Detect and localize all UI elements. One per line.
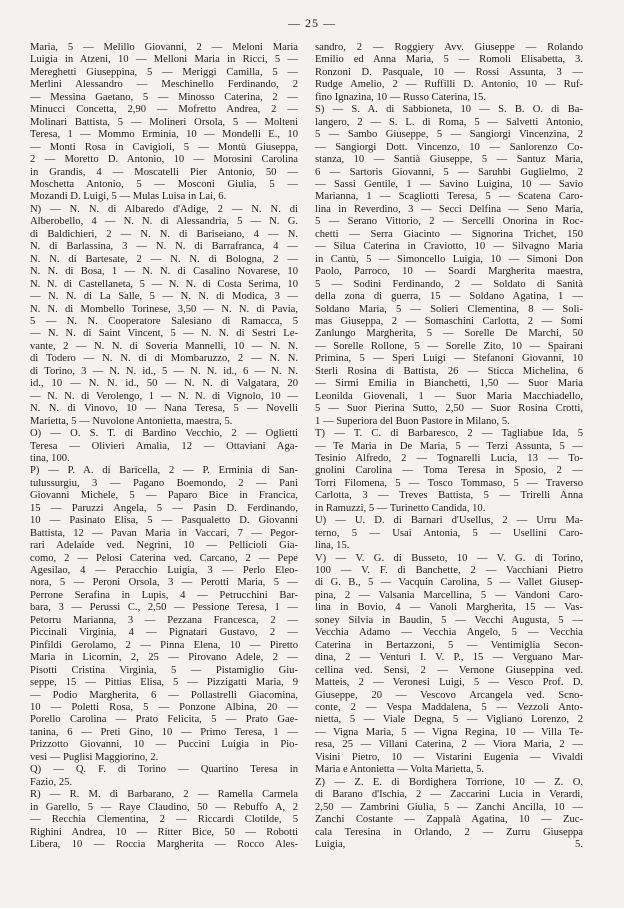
text-line: 5 — Sodini Ferdinando, 2 — Soldato di Sanità xyxy=(315,278,583,290)
text-line: N. N. di Bartesate, 2 — N. N. di Bologna, 2 — xyxy=(30,253,298,265)
text-line: Giuseppe, 20 — Vescovo Arcangela ved. Scno- xyxy=(315,689,583,701)
text-line: como, 2 — Pelosi Caterina ved. Carcano, 2 — Pepe xyxy=(30,552,298,564)
text-line: 10 — Poletti Rosa, 5 — Ponzone Albina, 20 — xyxy=(30,702,298,714)
text-line: terno, 5 — Usai Antonia, 5 — Usellini Caro- xyxy=(315,527,583,539)
text-line: Primina, 5 — Speri Luigi — Stefanoni Giovanni, 10 xyxy=(315,353,583,365)
text-line: — Recchia Clementina, 2 — Riccardi Clotilde, 5 xyxy=(30,814,298,826)
text-line: O) — O. S. T. di Bardino Vecchio, 2 — Oglietti xyxy=(30,428,298,440)
text-line: Piccinali Virginia, 4 — Pignatari Gustavo, 2 — xyxy=(30,627,298,639)
text-line: di G. B., 5 — Vacquin Carolina, 5 — Vallet Giusep- xyxy=(315,577,583,589)
page-number: — 25 — xyxy=(288,16,336,30)
text-line: T) — T. C. di Barbaresco, 2 — Tagliabue Ida, 5 xyxy=(315,428,583,440)
text-line: Tesinio Alfredo, 2 — Tognarelli Lucia, 13 — To- xyxy=(315,452,583,464)
text-line: — Sorelle Rollone, 5 — Sorelle Zito, 10 — Spairani xyxy=(315,340,583,352)
text-line: gnolini Carolina — Toma Teresa in Sposio, 2 — xyxy=(315,465,583,477)
text-line: cala Teresina in Orlando, 2 — Zurru Giuseppa xyxy=(315,826,583,838)
text-line: di Todero — N. N. di di Mombaruzzo, 2 — N. N. xyxy=(30,353,298,365)
text-line: Alberobello, 4 — N. N. di Alessandria, 5 — N. G. xyxy=(30,216,298,228)
text-line: 2,50 — Zambrini Giulia, 5 — Zanchi Ancilla, 10 — xyxy=(315,801,583,813)
text-line: Carlotta, 3 — Treves Battista, 5 — Trirelli Anna xyxy=(315,490,583,502)
text-line: 5 — Sambo Giuseppe, 5 — Sangiorgi Vincenzina, 2 xyxy=(315,129,583,141)
text-line: — Monti Rosa in Cavigioli, 5 — Montù Giuseppa, xyxy=(30,141,298,153)
text-line: Maria e Antonietta — Volta Marietta, 5. xyxy=(315,764,485,776)
text-line: 2 — Moretto D. Antonio, 10 — Morosini Carolina xyxy=(30,154,298,166)
text-line: chetti — Serra Giacinto — Signorina Trichet, 150 xyxy=(315,228,583,240)
text-line: Libera, 10 — Roccia Margherita — Rocco Ales- xyxy=(30,839,298,850)
text-line: 5 — Suor Pierina Sutto, 2,50 — Suor Rosina Crotti, xyxy=(315,403,583,415)
text-line: V) — V. G. di Busseto, 10 — V. G. di Torino, xyxy=(315,552,583,564)
text-line: Emilio ed Anna Maria, 5 — Romoli Elisabetta, 3. xyxy=(315,54,583,66)
text-line: bara, 3 — Perussi C., 2,50 — Pessione Teresa, 1 — xyxy=(30,602,298,614)
text-line: Zanlungo Margherita, 5 — Sorelle De Marchi, 50 xyxy=(315,328,583,340)
text-line: Pinfildi Gerolamo, 2 — Pinna Elena, 10 — Piretto xyxy=(30,639,298,651)
text-line: di Torino, 3 — N. N. id., 5 — N. N. id., 6 — N. N. xyxy=(30,365,298,377)
text-line: Vecchia Adamo — Vecchia Angelo, 5 — Vecchia xyxy=(315,627,583,639)
text-line: in Ramuzzi, 5 — Turinetto Candida, 10. xyxy=(315,502,486,514)
text-line: — N. N. di Verolengo, 1 — N. N. di Vignolo, 10 — xyxy=(30,390,298,402)
text-line: Ronzoni D. Pasquale, 10 — Rossi Assunta, 3 — xyxy=(315,66,583,78)
text-line: Perrone Serafina in Lupis, 4 — Petrucchini Bar- xyxy=(30,589,298,601)
text-line: tanina, 6 — Preti Gino, 10 — Primo Teresa, 1 — xyxy=(30,726,298,738)
text-line: — Sirmi Emilia in Bianchetti, 1,50 — Suor Maria xyxy=(315,378,583,390)
text-line: S) — S. A. di Sabbioneta, 10 — S. B. O. di Ba- xyxy=(315,104,583,116)
text-line: — N. N. di La Salle, 5 — N. N. di Modica, 3 — xyxy=(30,291,298,303)
text-line: Q) — Q. F. di Torino — Quartino Teresa in xyxy=(30,764,298,776)
text-line: in Cantù, 5 — Simoncello Luigia, 10 — Simoni Don xyxy=(315,253,583,265)
text-line: N. di Barlassina, 3 — N. N. di Barrafranca, 4 — xyxy=(30,241,298,253)
text-line: Molinari Battista, 5 — Molineri Orsola, 5 — Molteni xyxy=(30,116,298,128)
text-line: Fazio, 25. xyxy=(30,776,73,788)
text-line: 1 — Superiora del Buon Pastore in Milano, 5. xyxy=(315,415,510,427)
text-line: — Te Maria in De Maria, 5 — Terzi Assunta, 5 — xyxy=(315,440,583,452)
text-line: di Barano d'Ischia, 2 — Zaccarini Lucia in Verardi, xyxy=(315,789,583,801)
text-line: conte, 2 — Vespa Maddalena, 5 — Vezzoli Anto- xyxy=(315,702,583,714)
text-line: soney Silvia in Baudin, 5 — Vecchi Augusta, 5 — xyxy=(315,614,583,626)
text-line: id., 10 — N. N. id., 50 — N. N. di Valgatara, 20 xyxy=(30,378,298,390)
text-line: seppe, 15 — Pittias Elisa, 5 — Pizzigatti Maria, 9 xyxy=(30,677,298,689)
text-line: vesi — Puglisi Maggiorino, 2. xyxy=(30,751,159,763)
text-line: resa, 25 — Villani Caterina, 2 — Viora Maria, 2 — xyxy=(315,739,583,751)
text-line: Rudge Amelio, 2 — Ruffilli D. Antonio, 10 — Ruf- xyxy=(315,79,583,91)
text-line: 15 — Paruzzi Angela, 5 — Pasin D. Ferdinando, xyxy=(30,502,298,514)
text-line: N) — N. N. di Albaredo d'Adige, 2 — N. N. di xyxy=(30,203,298,215)
text-line: Marietta, 5 — Nuvolone Antonietta, maestra, 5. xyxy=(30,415,233,427)
text-line: R) — R. M. di Barbarano, 2 — Ramella Carmela xyxy=(30,789,298,801)
text-line: Visini Pietro, 10 — Vistarini Eugenia — Vivaldi xyxy=(315,751,583,763)
text-line: U) — U. D. di Barnari d'Usellus, 2 — Urru Ma- xyxy=(315,515,583,527)
text-line: nietta, 5 — Viale Degna, 5 — Vigliano Lorenzo, 2 xyxy=(315,714,583,726)
text-line: Teresa — Olivieri Amalia, 12 — Ottaviani Aga- xyxy=(30,440,298,452)
text-line: N. N. di Mombello Torinese, 3,50 — N. N. di Pavia, xyxy=(30,303,298,315)
text-line: 6 — Sartoris Giovanni, 5 — Saruhbi Guglielmo, 2 xyxy=(315,166,583,178)
text-line: Z) — Z. E. di Bordighera Torrione, 10 — Z. O. xyxy=(315,776,583,788)
text-line: lina in Bovio, 4 — Vanoli Margherita, 15 — Vas- xyxy=(315,602,583,614)
left-column xyxy=(30,42,298,851)
text-line: Prizzotto Giovanni, 10 — Puccini Luigia in Pio- xyxy=(30,739,298,751)
text-line: — Vigna Maria, 5 — Vigna Regina, 10 — Villa Te- xyxy=(315,726,583,738)
text-line: Porello Carolina — Prato Felicita, 5 — Prato Gae- xyxy=(30,714,298,726)
text-line: N. N. di Castellaneta, 5 — N. N. di Costa Serima, 10 xyxy=(30,278,298,290)
text-line: Soldano Maria, 5 — Solieri Clementina, 8 — Soli- xyxy=(315,303,583,315)
text-line: in Garello, 5 — Raye Claudino, 50 — Rebuffo A, 2 xyxy=(30,801,298,813)
text-line: Torri Filomena, 5 — Tosco Tommaso, 5 — Traverso xyxy=(315,477,583,489)
text-line: — Silua Caterina in Craviotto, 10 — Silvagno Maria xyxy=(315,241,583,253)
text-line: Sterli Rosina di Battista, 26 — Sticca Michelina, 6 xyxy=(315,365,583,377)
text-line: Agesilao, 4 — Peracchio Luigia, 3 — Perlo Eleo- xyxy=(30,565,298,577)
text-line: — N. N. di Saint Vincent, 5 — N. N. di Sestri Le- xyxy=(30,328,298,340)
text-line: Luigia in Atzeni, 10 — Melloni Maria in Ricci, 5 — xyxy=(30,54,298,66)
text-line: lina in Reverdino, 3 — Secci Delfina — Seno Maria, xyxy=(315,203,583,215)
text-line: Petorru Marianna, 3 — Pezzana Francesca, 2 — xyxy=(30,614,298,626)
text-line: rari Adelaide ved. Negrini, 10 — Pellicioli Gia- xyxy=(30,540,298,552)
text-line: Giovanni Michele, 5 — Paparo Bice in Francica, xyxy=(30,490,298,502)
text-line: cellina ved. Sensi, 2 — Vernone Giuseppina ved. xyxy=(315,664,583,676)
text-line: Zanchi Costante — Zappalà Agatina, 10 — Zuc- xyxy=(315,814,583,826)
text-line: pina, 2 — Valsania Marcellina, 5 — Vandoni Caro- xyxy=(315,589,583,601)
text-line: della zona di guerra, 15 — Soldano Agatina, 1 — xyxy=(315,291,583,303)
text-line: fino Ignazina, 10 — Russo Caterina, 15. xyxy=(315,91,486,103)
text-line: langero, 2 — S. L. di Roma, 5 — Salvetti Antonio, xyxy=(315,116,583,128)
text-line: stanza, 10 — Santià Giuseppe, 5 — Santuz Maria, xyxy=(315,154,583,166)
text-line: nora, 5 — Peroni Orsola, 3 — Perotti Maria, 5 — xyxy=(30,577,298,589)
right-column xyxy=(315,42,583,851)
text-line: Caterina in Bertazzoni, 5 — Ventimiglia Secon- xyxy=(315,639,583,651)
text-line: N. N. di Bosa, 1 — N. N. di Casalino Novarese, 10 xyxy=(30,266,298,278)
text-line: 5 — N. N. Cooperatore Salesiano di Ramacca, 5 xyxy=(30,315,298,327)
text-line: 10 — Pasinato Elisa, 5 — Pasqualetto D. Giovanni xyxy=(30,515,298,527)
text-line: Maria, 5 — Melillo Giovanni, 2 — Meloni Maria xyxy=(30,42,298,53)
text-line: Leonilda Giovenali, 1 — Suor Maria Macchiadello, xyxy=(315,390,583,402)
text-line: in Grandis, 4 — Moscatelli Pier Antonio, 50 — xyxy=(30,166,298,178)
text-line: Matteis, 2 — Veronesi Luigi, 5 — Vesco Prof. D. xyxy=(315,677,583,689)
text-line: Merlini Alessandro — Meschinello Ferdinando, 2 xyxy=(30,79,298,91)
text-line: Marianna, 1 — Scagliotti Teresa, 5 — Scatena Caro- xyxy=(315,191,583,203)
text-line: — Messina Gaetano, 5 — Minosso Caterina, 2 — xyxy=(30,91,298,103)
text-line: tina, 100. xyxy=(30,452,70,464)
text-line: sandro, 2 — Roggiery Avv. Giuseppe — Rolando xyxy=(315,42,583,53)
text-line: 100 — V. F. di Banchette, 2 — Vacchiani Pietro xyxy=(315,565,583,577)
text-line: — Podio Margherita, 6 — Pollastrelli Giacomina, xyxy=(30,689,298,701)
text-line: di Baldichieri, 2 — N. N. di Bariseiano, 4 — N. xyxy=(30,228,298,240)
text-line: N. N. di Vinovo, 10 — Nana Teresa, 5 — Novelli xyxy=(30,403,298,415)
text-line: Righini Andrea, 10 — Ritter Bice, 50 — Robotti xyxy=(30,826,298,838)
text-line: Paolo, Parroco, 10 — Soardi Margherita maestra, xyxy=(315,266,583,278)
text-line: — Sangiorgi Dott. Vincenzo, 10 — Sanlorenzo Co- xyxy=(315,141,583,153)
text-line: lina, 15. xyxy=(315,540,350,552)
text-line: Maria in Licornin, 2, 25 — Pirovano Adele, 2 — xyxy=(30,652,298,664)
text-line: Pisotti Cristina Virginia, 5 — Pistamiglio Giu- xyxy=(30,664,298,676)
text-line: Mereghetti Giuseppina, 5 — Meriggi Camilla, 5 — xyxy=(30,66,298,78)
text-line: dina, 2 — Venturi I. V. P., 15 — Verguano Mar- xyxy=(315,652,583,664)
text-line: Mozandi D. Luigi, 5 — Mulas Luisa in Lai, 6. xyxy=(30,191,227,203)
text-line: 5 — Serano Vittorio, 2 — Sercelli Onorina in Roc- xyxy=(315,216,583,228)
text-line: Minucci Concetta, 2,90 — Mofretto Andrea, 2 — xyxy=(30,104,298,116)
text-line: Battista, 12 — Pavan Maria in Vaccari, 7 — Pegor- xyxy=(30,527,298,539)
text-line: Luigia, 5. xyxy=(315,839,583,850)
text-line: vante, 2 — N. N. di Soveria Mannelli, 10 — N. N. xyxy=(30,340,298,352)
text-line: Moschetta Antonio, 5 — Mosconi Giulia, 5 — xyxy=(30,178,298,190)
text-line: P) — P. A. di Baricella, 2 — P. Erminia di San- xyxy=(30,465,298,477)
text-line: — Sassi Gentile, 1 — Savino Luigina, 10 — Savio xyxy=(315,178,583,190)
text-line: tulussurgiu, 3 — Pagano Boemondo, 2 — Pani xyxy=(30,477,298,489)
text-line: mas Giuseppa, 2 — Somaschini Carlotta, 2 — Somi xyxy=(315,315,583,327)
text-line: Teresa, 1 — Mommo Erminia, 10 — Mondelli E., 10 xyxy=(30,129,298,141)
